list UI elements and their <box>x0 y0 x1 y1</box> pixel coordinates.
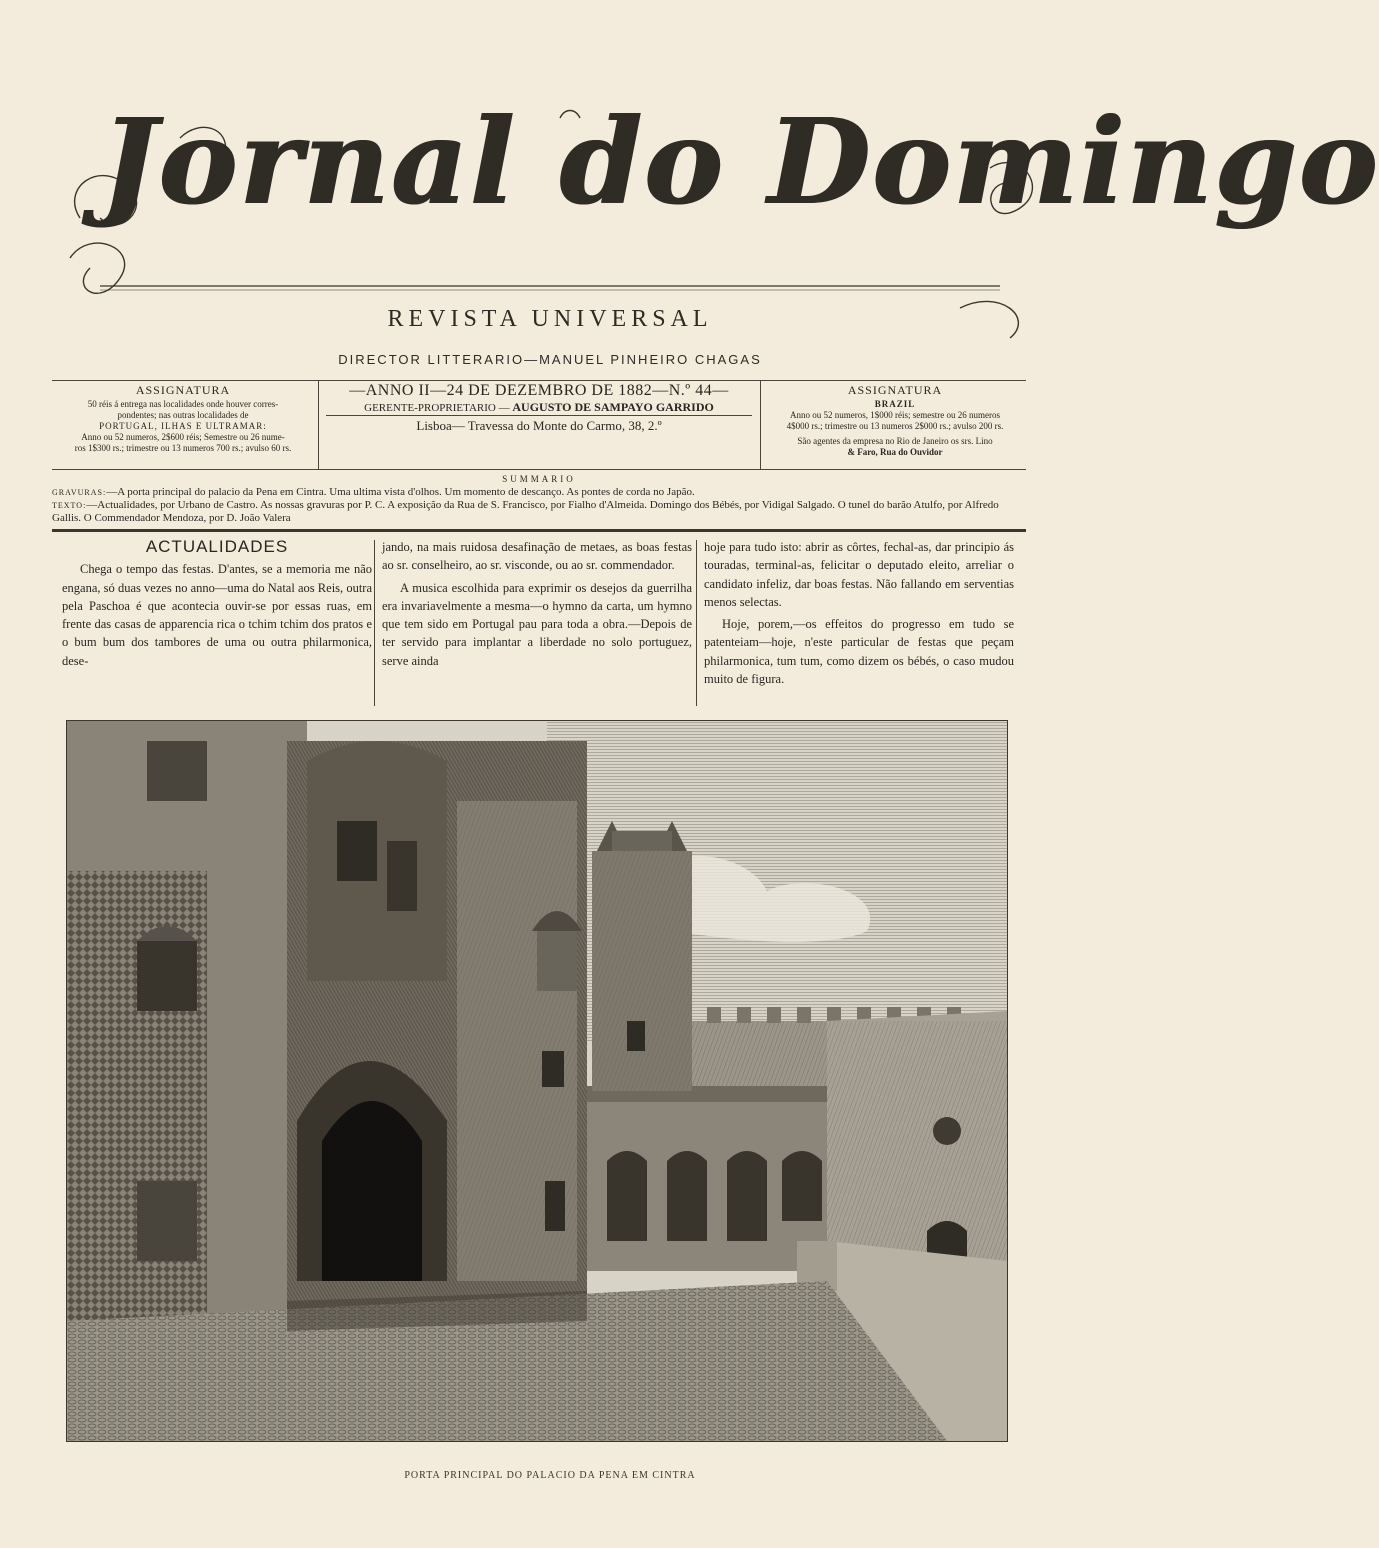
summary-gravuras <box>52 486 1026 499</box>
article-heading: ACTUALIDADES <box>145 537 289 556</box>
article-paragraph: Hoje, porem,—os effeitos do progresso em tudo se patenteiam—hoje, n'este particular de festas que peçam philarmonica, tum tum, como dizem os bébés, o caso mudou muito de figura. <box>704 617 1014 687</box>
article-columns <box>52 538 1026 708</box>
publisher-name: AUGUSTO DE SAMPAYO GARRIDO <box>512 400 714 414</box>
article-paragraph: hoje para tudo isto: abrir as côrtes, fechal-as, dar principio ás touradas, terminal-as, felicitar o deputado eleito, arreliar o candidato infeliz, dar boas festas. Não fallando em serventias menos selectas. <box>704 540 1014 609</box>
article-paragraph: jando, na mais ruidosa desafinação de metaes, as boas festas ao sr. conselheiro, ao sr. visconde, ou ao sr. commendador. <box>382 540 692 573</box>
publisher-address: Lisboa— Travessa do Monte do Carmo, 38, 2.º <box>416 418 662 433</box>
column-divider <box>696 540 697 706</box>
summary <box>52 474 1026 524</box>
article-column-3 <box>704 538 1014 688</box>
issue-info <box>322 382 756 433</box>
subscription-heading: ASSIGNATURA <box>135 383 231 397</box>
summary-text: —Actualidades, por Urbano de Castro. As nossas gravuras por P. C. A exposição da Rua de S. Francisco, por Fialho d'Almeida. Domingo dos Bébés, por Vidigal Salgado. O tunel do barão Atulfo, por Alfredo Gallis. O Commendador Mendoza, por D. João Valera <box>52 499 999 524</box>
summary-heading: SUMMARIO <box>502 474 576 484</box>
illustration-caption: PORTA PRINCIPAL DO PALACIO DA PENA EM CINTRA <box>404 1470 696 1481</box>
masthead-title: Jornal do Domingo <box>100 92 1379 231</box>
divider <box>318 381 319 469</box>
subscription-line: pondentes; nas outras localidades de <box>117 410 249 420</box>
engraving-image <box>67 721 1007 1441</box>
issue-date: —ANNO II—24 DE DEZEMBRO DE 1882—N.º 44— <box>349 382 729 399</box>
info-band <box>52 380 1026 470</box>
divider <box>326 415 752 416</box>
summary-text: —A porta principal do palacio da Pena em Cintra. Uma ultima vista d'olhos. Um momento de descanço. As pontes de corda no Japão. <box>106 486 695 498</box>
masthead-subtitle: REVISTA UNIVERSAL <box>387 306 713 332</box>
article-paragraph: A musica escolhida para exprimir os desejos da guerrilha era invariavelmente a mesma—o hymno da carta, um hymno que tem sido em Portugal pau para toda a obra.—Depois de ter servido para implantar a liberdade no solo portuguez, serve ainda <box>382 580 692 668</box>
subscription-line: São agentes da empresa no Rio de Janeiro os srs. Lino <box>797 436 993 446</box>
subscription-line: 50 réis á entrega nas localidades onde houver corres- <box>87 399 279 409</box>
subscription-line: Anno ou 52 numeros, 1$000 réis; semestre ou 26 numeros <box>790 410 1000 420</box>
publisher-line <box>322 402 756 414</box>
column-divider <box>374 540 375 706</box>
subscription-line: PORTUGAL, ILHAS E ULTRAMAR: <box>99 421 267 431</box>
publisher-label: GERENTE-PROPRIETARIO — <box>364 402 510 414</box>
article-column-2 <box>382 538 692 670</box>
subscription-line: Anno ou 52 numeros, 2$600 réis; Semestre ou 26 nume- <box>81 432 285 442</box>
subscription-line: ros 1$300 rs.; trimestre ou 13 numeros 700 rs.; avulso 60 rs. <box>74 443 292 453</box>
summary-texto <box>52 499 1026 524</box>
article-paragraph: Chega o tempo das festas. D'antes, se a memoria me não engana, só duas vezes no anno—uma do Natal aos Reis, outra pela Paschoa é que acontecia ouvir-se por essas ruas, em frente das casas de apparencia rica o tchim tchim dos pratos e o bum bum dos tambores de uma ou outra philarmonica, dese- <box>62 562 372 668</box>
divider <box>760 381 761 469</box>
subscription-brazil <box>764 385 1026 458</box>
summary-label: GRAVURAS: <box>52 488 107 497</box>
subscription-line: & Faro, Rua do Ouvidor <box>847 447 943 457</box>
palace-engraving <box>66 720 1008 1442</box>
summary-label: TEXTO: <box>52 501 87 510</box>
subscription-heading: ASSIGNATURA <box>847 383 943 397</box>
director-line: DIRECTOR LITTERARIO—MANUEL PINHEIRO CHAGAS <box>338 352 762 367</box>
heavy-rule <box>52 529 1026 532</box>
subscription-line: 4$000 rs.; trimestre ou 13 numeros 2$000 rs.; avulso 200 rs. <box>786 421 1004 431</box>
article-column-1 <box>62 538 372 670</box>
subscription-country: BRAZIL <box>874 399 916 409</box>
subscription-portugal <box>52 385 314 454</box>
